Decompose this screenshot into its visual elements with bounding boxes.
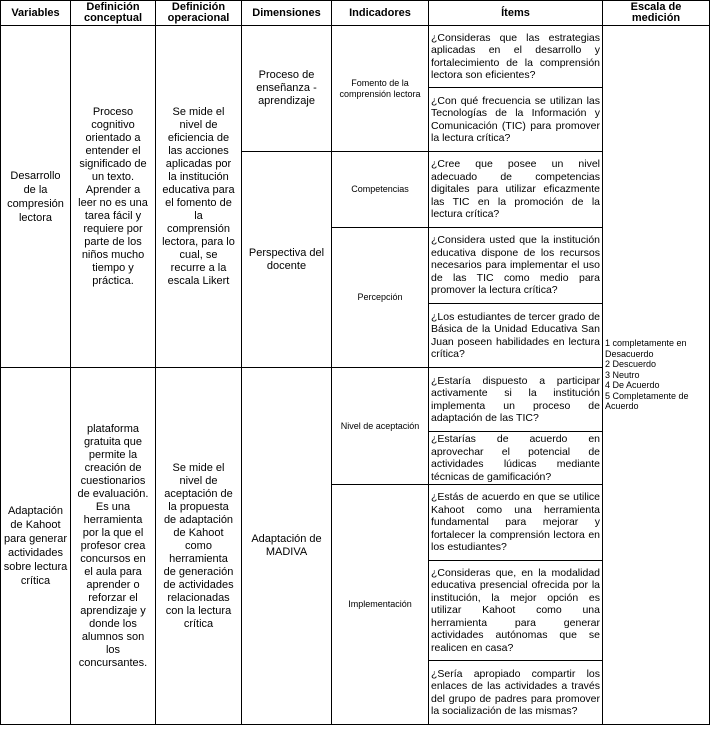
header-def-operacional: Definición operacional bbox=[156, 1, 242, 26]
variable-1-name: Desarrollo de la compresión lectora bbox=[1, 26, 71, 368]
header-row bbox=[1, 1, 710, 26]
header-escala: Escala de medición bbox=[603, 1, 710, 26]
variable-2-def-operacional: Se mide el nivel de aceptación de la propuesta de adaptación de Kahoot como herramienta de generación de actividades relacionadas con la lectura crítica bbox=[156, 368, 242, 725]
variable-2-name: Adaptación de Kahoot para generar actividades sobre lectura crítica bbox=[1, 368, 71, 725]
header-indicadores: Indicadores bbox=[332, 1, 429, 26]
variable-2-item-2: ¿Estarías de acuerdo en aprovechar el potencial de actividades lúdicas mediante técnicas de gamificación? bbox=[429, 432, 603, 485]
variable-1-item-5: ¿Los estudiantes de tercer grado de Básica de la Unidad Educativa San Juan poseen habilidades en lectura crítica? bbox=[429, 304, 603, 368]
header-dimensiones: Dimensiones bbox=[242, 1, 332, 26]
scale-option-1: 1 completamente en Desacuerdo bbox=[605, 338, 687, 359]
header-variables: Variables bbox=[1, 1, 71, 26]
variable-2-item-3: ¿Estás de acuerdo en que se utilice Kahoot como una herramienta fundamental para mejorar y fortalecer la comprensión lectora en los estudiantes? bbox=[429, 485, 603, 561]
measurement-scale bbox=[603, 26, 710, 725]
variable-2-indicator-1: Nivel de aceptación bbox=[332, 368, 429, 485]
scale-option-5: 5 Completamente de Acuerdo bbox=[605, 390, 689, 412]
variable-1-dimension-1: Proceso de enseñanza - aprendizaje bbox=[242, 26, 332, 152]
scale-option-2: 2 Descuerdo bbox=[605, 359, 657, 370]
variable-2-indicator-2: Implementación bbox=[332, 485, 429, 725]
variable-1-indicator-3: Percepción bbox=[332, 228, 429, 368]
variable-1-indicator-2: Competencias bbox=[332, 152, 429, 228]
header-items: Ítems bbox=[429, 1, 603, 26]
header-def-conceptual: Definición conceptual bbox=[71, 1, 156, 26]
variable-1-indicator-1: Fomento de la comprensión lectora bbox=[332, 26, 429, 152]
variable-2-item-1: ¿Estaría dispuesto a participar activamente si la institución implementa un proceso de adaptación de las TIC? bbox=[429, 368, 603, 432]
variable-1-item-4: ¿Considera usted que la institución educativa dispone de los recursos necesarios para implementar el uso de las TIC como medio para promover la lectura crítica? bbox=[429, 228, 603, 304]
variable-2-item-4: ¿Consideras que, en la modalidad educativa presencial ofrecida por la institución, la mejor opción es utilizar Kahoot como una herramienta para generar actividades autónomas que se realicen en casa? bbox=[429, 561, 603, 661]
variable-2-item-5: ¿Sería apropiado compartir los enlaces de las actividades a través del grupo de padres para promover la socialización de las mismas? bbox=[429, 661, 603, 725]
variable-1-dimension-2: Perspectiva del docente bbox=[242, 152, 332, 368]
table-row bbox=[1, 26, 710, 88]
variable-2-dimension-1: Adaptación de MADIVA bbox=[242, 368, 332, 725]
scale-option-4: 4 De Acuerdo bbox=[605, 380, 660, 391]
variable-1-def-operacional: Se mide el nivel de eficiencia de las acciones aplicadas por la institución educativa para el fomento de la comprensión lectora, para lo cual, se recurre a la escala Likert bbox=[156, 26, 242, 368]
variable-1-item-1: ¿Consideras que las estrategias aplicadas en el desarrollo y fortalecimiento de la comprensión lectora son eficientes? bbox=[429, 26, 603, 88]
variable-1-def-conceptual: Proceso cognitivo orientado a entender el significado de un texto. Aprender a leer no es una tarea fácil y requiere por parte de los niños mucho tiempo y práctica. bbox=[71, 26, 156, 368]
variable-1-item-3: ¿Cree que posee un nivel adecuado de competencias digitales para utilizar eficazmente las TIC en la promoción de la lectura crítica? bbox=[429, 152, 603, 228]
variable-1-item-2: ¿Con qué frecuencia se utilizan las Tecnologías de la Información y Comunicación (TIC) para promover la lectura crítica? bbox=[429, 88, 603, 152]
variable-2-def-conceptual: plataforma gratuita que permite la creación de cuestionarios de evaluación. Es una herramienta por la que el profesor crea concursos en el aula para aprender o reforzar el aprendizaje y donde los alumnos son los concursantes. bbox=[71, 368, 156, 725]
scale-option-3: 3 Neutro bbox=[605, 369, 640, 380]
